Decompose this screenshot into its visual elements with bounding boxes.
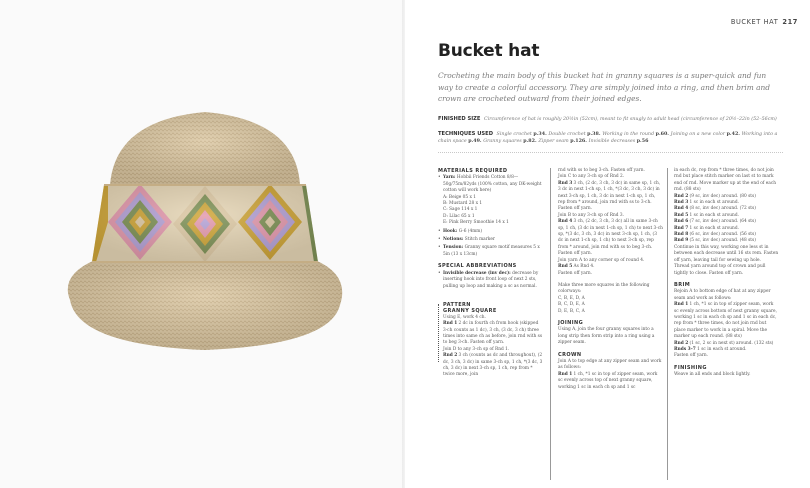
pattern-line: Rnd 1 2 dc in fourth ch from hook (skipped 3-ch counts as 1 dc), 3 ch, (3 dc, 3 ch) three times into same ch as before, join rnd with ss to beg 3-ch. Fasten off yarn. — [443, 321, 543, 346]
brim-heading: BRIM — [674, 281, 691, 288]
technique-name: Zipper seam — [538, 139, 571, 145]
pattern-line: Rnd 4 3 ch, (2 dc, 3 ch, 3 dc) all in same 3-ch sp, 1 ch, (3 dc in next 1-ch sp, 1 ch) to next 3-ch sp, *(3 dc, 3 ch, 3 dc) in next 3-ch sp, 1 ch, (3 dc in next 1-ch sp, 1 ch) to next 3-ch sp, rep from * around, join rnd with ss to beg 3-ch. Fasten off yarn. — [558, 219, 663, 257]
pattern-line: Join C to any 3-ch sp of Rnd 2. — [558, 174, 625, 180]
pattern-line: Join B to any 3-ch sp of Rnd 3. — [558, 212, 624, 218]
technique-page-ref: p.49. — [468, 138, 484, 145]
brim-line: Rnd 2 (1 sc, 2 sc in next st) around. (132 sts) — [674, 340, 774, 346]
technique-page-ref: p.34. — [533, 131, 549, 137]
materials-tension: • Tension: Granny square motif measures 5 x 5in (13 x 13cm) — [438, 245, 543, 258]
pattern-line: Join D to any 3-ch sp of Rnd 1. — [443, 346, 510, 352]
pattern-line: Rnd 8 (6 sc, inv dec) around. (56 sts) — [674, 232, 756, 238]
page-title: Bucket hat — [438, 41, 540, 61]
pattern-line: Rnd 9 (5 sc, inv dec) around. (48 sts) — [674, 238, 756, 244]
yarn-color: A: Beige 05 x 1 — [443, 194, 477, 200]
pattern-section — [438, 302, 543, 379]
column-pattern — [558, 168, 663, 391]
technique-page-ref: p.38. — [587, 131, 603, 137]
pattern-line: Rnd 4 (8 sc, inv dec) around. (72 sts) — [674, 206, 756, 212]
yarn-color: B: Mustard 28 x 1 — [443, 201, 483, 207]
yarn-color: D: Lilac 65 x 1 — [443, 213, 475, 219]
technique-page-ref: p.82. — [523, 138, 539, 145]
text-page — [405, 0, 810, 488]
pattern-line: Rnd 3 3 ch, (2 dc, 3 ch, 3 dc) in same sp, 1 ch, 3 dc in next 1-ch sp, 1 ch, *(3 dc, 3 ch, 3 dc) in next 3-ch sp, 1 ch, 3 dc in next 1-ch sp, 1 ch, rep from * around, join rnd with ss to 3-ch. Fasten off yarn. — [558, 180, 661, 212]
technique-name: Invisible decreases — [588, 139, 637, 145]
pattern-line: Rnd 2 3 ch (counts as dc and throughout), (2 dc, 3 ch, 3 dc) in same 3-ch sp, 1 ch, *(3 dc, 3 ch, 3 dc) in next 3-ch sp, 1 ch, rep from * twice more, join — [443, 353, 543, 378]
pattern-line: Using E, work 4 ch. — [443, 314, 486, 320]
granny-square-heading: GRANNY SQUARE — [443, 308, 497, 315]
column-rule — [550, 168, 551, 480]
techniques-used — [438, 131, 778, 146]
running-head — [731, 18, 798, 26]
finished-size — [438, 116, 778, 123]
joining-heading: JOINING — [558, 319, 584, 326]
materials-list — [438, 175, 543, 258]
page-number: 217 — [782, 18, 798, 26]
materials-heading: MATERIALS REQUIRED — [438, 168, 508, 174]
pattern-line: Thread yarn around top of crown and pull tightly to close. Fasten off yarn. — [674, 264, 766, 276]
pattern-line: Rnd 5 As Rnd 4. — [558, 264, 595, 270]
brim-line: Rejoin A to bottom edge of hat at any zipper seam and work as follows: — [674, 289, 771, 301]
crown-heading: CROWN — [558, 351, 582, 358]
pattern-line: Join yarn A to any corner sp of round 4. — [558, 257, 645, 263]
pattern-line: in each dc, rep from * three times, do not join rnd but place stitch marker on last st to mark end of rnd. Move marker up at the end of each rnd. (88 sts) — [674, 168, 777, 193]
technique-name: Single crochet — [496, 132, 534, 137]
colorways-intro: Make three more squares in the following colorways: — [558, 282, 650, 295]
brim-line: Fasten off yarn. — [674, 353, 709, 359]
pattern-line: Fasten off yarn. — [558, 270, 593, 276]
finishing-heading: FINISHING — [674, 364, 707, 371]
technique-name: Double crochet — [548, 132, 588, 137]
pattern-heading: PATTERN — [443, 301, 471, 308]
column-materials — [438, 168, 543, 379]
intro-paragraph: Crocheting the main body of this bucket hat in granny squares is a super-quick and fun way to create a colorful accessory. They are simply joined into a ring, and then brim and crown are crocheted outward from their joined edges. — [438, 71, 771, 104]
technique-page-ref: p.42. — [726, 131, 742, 137]
section-divider — [438, 152, 783, 153]
technique-page-ref: p.56 — [636, 138, 649, 145]
colorway: B, C, D, E, A — [558, 302, 585, 308]
technique-name: Joining on a new color — [670, 132, 727, 137]
yarn-color: E: Pink Berry Smoothie 14 x 1 — [443, 220, 509, 226]
column-rule — [667, 168, 668, 480]
crown-round: Rnd 1 1 ch, *1 sc in top of zipper seam, work sc evenly across top of next granny square, working 1 sc in each ch sp and 1 sc — [558, 371, 658, 390]
pattern-line: Rnd 6 (7 sc, inv dec) around. (64 sts) — [674, 219, 756, 225]
brim-line: Rnd 1 1 ch, *1 sc in top of zipper seam, work sc evenly across bottom of next granny square, working 1 sc in each ch sp and 1 sc in each dc, rep from * three times, do not join rnd but place marker to work in a spiral. Move the marker up each round. (88 sts) — [674, 302, 777, 340]
techniques-label: TECHNIQUES USED — [438, 131, 494, 137]
pattern-line: rnd with ss to beg 3-ch. Fasten off yarn. — [558, 168, 645, 173]
pattern-line: Rnd 2 (9 sc, inv dec) around. (80 sts) — [674, 193, 756, 199]
materials-yarn: • Yarn: Hobbii Friends Cotton 8/8—50g/75m/82yds (100% cotton, any DK-weight cotton will work here) A: Beige 05 x 1 B: Mustard 28 x 1 C: Sage 114 x 1 D: Lilac 65 x 1 E: Pink Berry Smoothie 14 x 1 — [438, 175, 543, 226]
technique-name: Working in the round — [602, 132, 656, 137]
joining-text: Using A, join the four granny squares into a long strip then form strip into a ring using a zipper seam. — [558, 327, 655, 346]
special-abbreviation: • Invisible decrease (inv dec): decrease by inserting hook into front loop of next 2 sts, pulling up loop and making a sc as normal. — [438, 271, 543, 290]
pattern-line: Rnd 3 1 sc in each st around. — [674, 200, 739, 206]
yarn-colors — [443, 195, 543, 227]
colorway: D, E, B, C, A — [558, 308, 585, 314]
technique-page-ref: p.126. — [570, 138, 589, 145]
pattern-line: Rnd 7 1 sc in each st around. — [674, 225, 739, 231]
column-crown-brim — [674, 168, 779, 379]
running-head-section: BUCKET HAT — [730, 18, 779, 26]
technique-name: Working into a chain space — [438, 132, 778, 145]
colorway: C, B, E, D, A — [558, 295, 585, 301]
technique-name: Granny squares — [483, 139, 524, 145]
technique-page-ref: p.60. — [655, 131, 671, 137]
yarn-color: C: Sage 114 x 1 — [443, 207, 478, 213]
materials-notions: • Notions: Stitch marker — [438, 237, 543, 243]
finishing-text: Weave in all ends and block lightly. — [674, 372, 751, 378]
materials-hook: • Hook: G-6 (4mm) — [438, 229, 543, 235]
crown-text: Join A to top edge at any zipper seam and work as follows: — [558, 358, 662, 371]
pattern-line: Continue in this way, working one less st in between each decrease until 16 sts rem. Fasten off yarn, leaving tail for sewing up hole. — [674, 244, 779, 263]
special-abbreviations-heading: SPECIAL ABBREVIATIONS — [438, 263, 517, 270]
finished-size-text: Circumference of hat is roughly 20½in (52cm), meant to fit snugly to adult head (circumference of 20½–22in (52–56cm) — [483, 117, 777, 122]
finished-size-label: FINISHED SIZE — [438, 116, 481, 122]
pattern-line: Rnd 5 1 sc in each st around. — [674, 212, 739, 218]
brim-line: Rnds 3–7 1 sc in each st around. — [674, 346, 747, 352]
